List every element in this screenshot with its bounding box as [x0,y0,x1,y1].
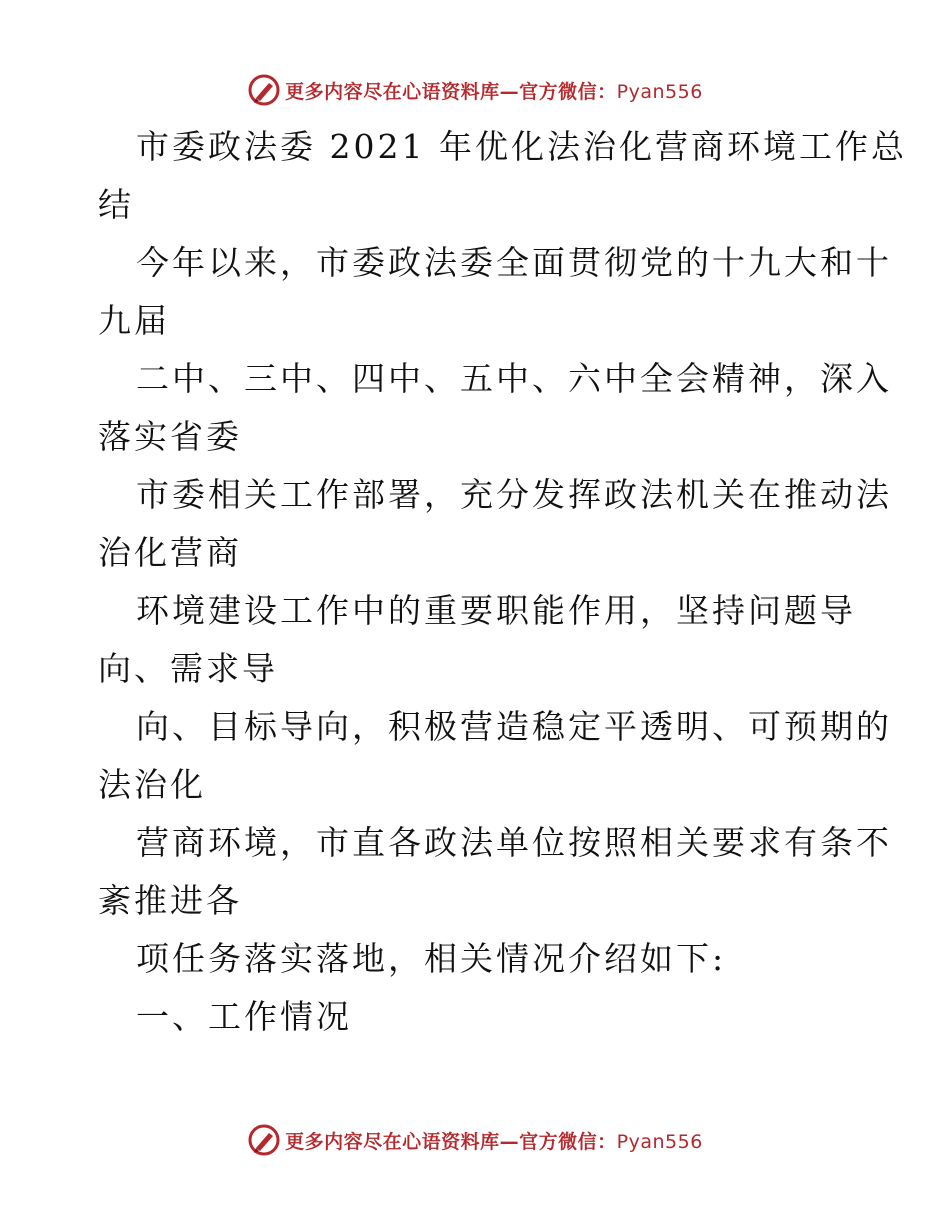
doc-paragraph-line: 环境建设工作中的重要职能作用，坚持问题导 [136,591,856,630]
watermark-label: 更多内容尽在心语资料库—官方微信： [285,1130,617,1153]
doc-paragraph-line: 市委相关工作部署，充分发挥政法机关在推动法 [136,475,892,514]
doc-title-line-1: 市委政法委 2021 年优化法治化营商环境工作总 [136,127,907,166]
header-watermark [0,70,950,110]
doc-paragraph-line: 落实省委 [98,417,242,456]
watermark-text [285,1127,703,1154]
document-body [98,118,907,1046]
doc-paragraph-line: 营商环境，市直各政法单位按照相关要求有条不 [136,823,892,862]
red-seal-pen-icon [247,1123,281,1157]
watermark-label: 更多内容尽在心语资料库—官方微信： [285,80,617,103]
footer-watermark [0,1120,950,1160]
section-heading: 一、工作情况 [136,997,352,1036]
doc-paragraph-line: 今年以来，市委政法委全面贯彻党的十九大和十 [136,243,892,282]
doc-paragraph-line: 项任务落实落地，相关情况介绍如下: [136,939,727,978]
doc-paragraph-line: 法治化 [98,765,206,804]
watermark-wechat-id: Pyan556 [616,80,703,103]
doc-paragraph-line: 向、需求导 [98,649,278,688]
watermark-wechat-id: Pyan556 [616,1130,703,1153]
red-seal-pen-icon [247,73,281,107]
doc-paragraph-line: 二中、三中、四中、五中、六中全会精神，深入 [136,359,892,398]
doc-paragraph-line: 治化营商 [98,533,242,572]
doc-paragraph-line: 紊推进各 [98,881,242,920]
doc-paragraph-line: 九届 [98,301,170,340]
doc-title-line-2: 结 [98,185,134,224]
doc-paragraph-line: 向、目标导向，积极营造稳定平透明、可预期的 [136,707,892,746]
watermark-text [285,77,703,104]
